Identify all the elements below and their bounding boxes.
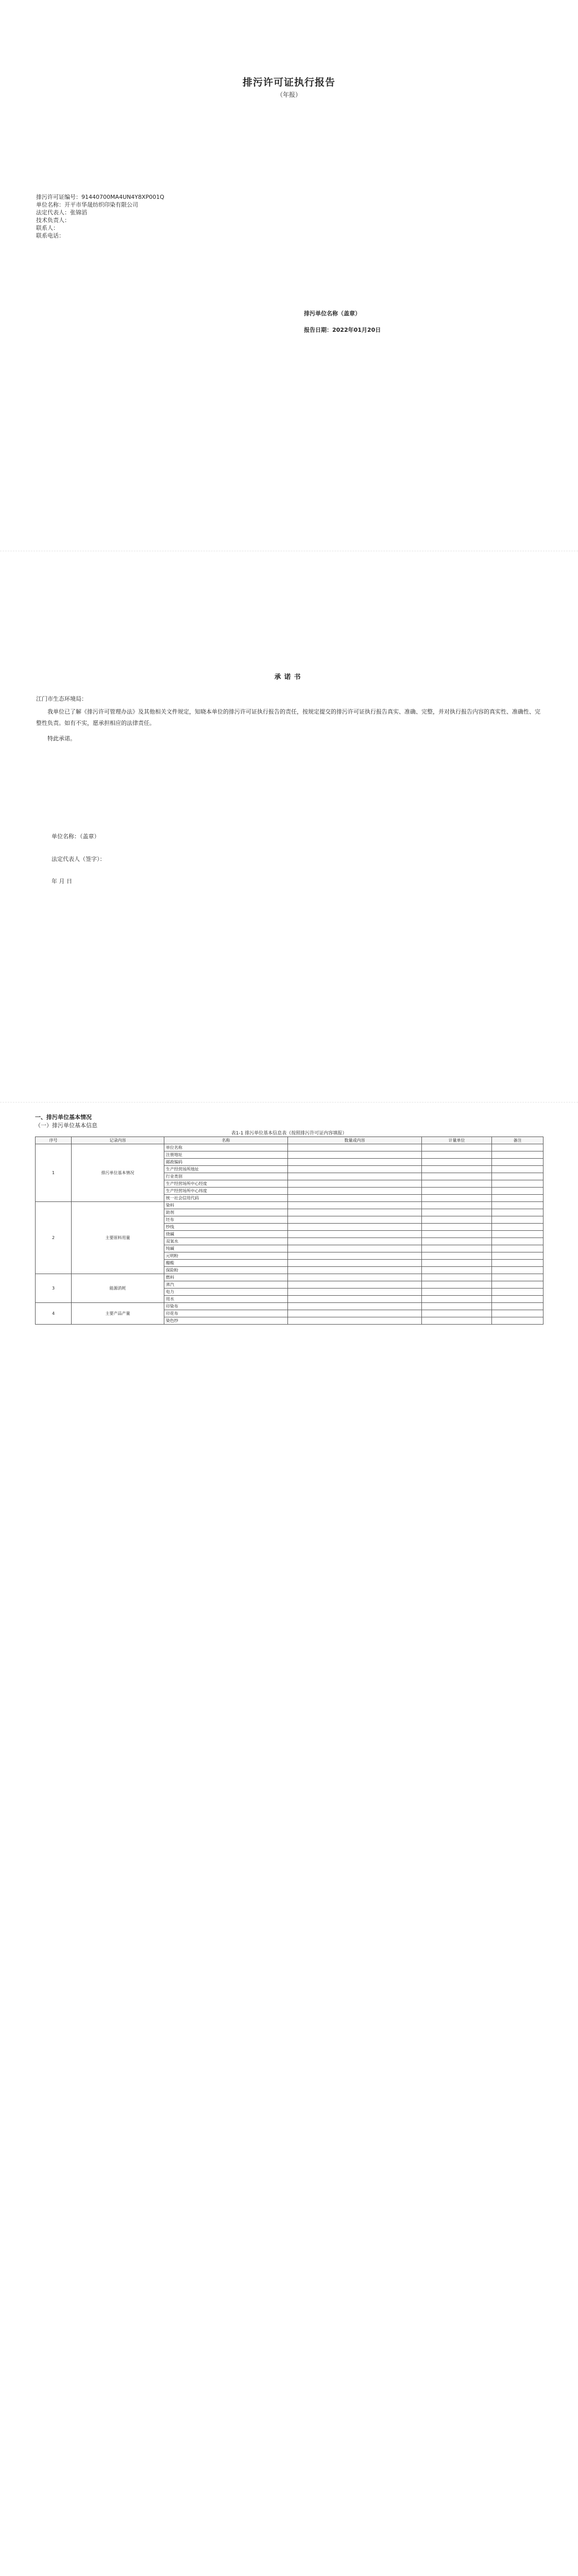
table-cell: 邮政编码	[164, 1159, 288, 1166]
table-cell: 印花布	[164, 1310, 288, 1317]
table-cell	[288, 1202, 422, 1209]
table-cell	[492, 1188, 543, 1195]
table-cell	[492, 1260, 543, 1267]
table-cell: 醋酸	[164, 1260, 288, 1267]
declaration-page	[0, 551, 578, 1103]
table-header-cell: 计量单位	[422, 1137, 492, 1144]
table-cell	[288, 1195, 422, 1202]
contact-row: 联系人：	[36, 225, 59, 231]
table-cell	[288, 1173, 422, 1180]
table-cell: 纱线	[164, 1224, 288, 1231]
table-cell	[422, 1216, 492, 1224]
table-cell	[422, 1144, 492, 1151]
table-cell	[288, 1151, 422, 1159]
table-basic-info	[35, 1137, 543, 1325]
table-cell	[288, 1224, 422, 1231]
declaration-addressee: 江门市生态环境局：	[36, 696, 87, 702]
table-cell: 坯布	[164, 1216, 288, 1224]
table-cell	[288, 1180, 422, 1188]
table-cell: 主要原料用量	[72, 1202, 164, 1274]
table-cell: 纯碱	[164, 1245, 288, 1252]
table-cell: 主要产品产量	[72, 1303, 164, 1325]
table-cell: 行业类别	[164, 1173, 288, 1180]
table-header-cell: 记录内容	[72, 1137, 164, 1144]
table-cell: 烧碱	[164, 1231, 288, 1238]
table-cell	[422, 1274, 492, 1281]
company-row: 单位名称：开平市华晟纺织印染有限公司	[36, 201, 138, 208]
table-cell	[288, 1159, 422, 1166]
table-cell	[492, 1252, 543, 1260]
table-cell	[492, 1245, 543, 1252]
table-cell	[288, 1303, 422, 1310]
table-cell: 4	[36, 1303, 72, 1325]
section1-subheading: （一）排污单位基本信息	[35, 1122, 97, 1129]
table-cell	[422, 1188, 492, 1195]
declaration-sign-date: 年 月 日	[52, 878, 72, 885]
table-cell	[492, 1209, 543, 1216]
declaration-sign-person: 法定代表人（签字）：	[52, 856, 106, 862]
table-cell	[492, 1224, 543, 1231]
table-cell	[492, 1317, 543, 1325]
table-header-cell: 备注	[492, 1137, 543, 1144]
table-cell	[288, 1216, 422, 1224]
cover-page	[0, 0, 578, 551]
table-cell	[492, 1151, 543, 1159]
table-cell	[422, 1281, 492, 1289]
table-cell	[288, 1231, 422, 1238]
table-cell	[422, 1260, 492, 1267]
table-cell: 能源消耗	[72, 1274, 164, 1303]
table-cell	[288, 1267, 422, 1274]
table-cell: 注册地址	[164, 1151, 288, 1159]
table-cell	[492, 1238, 543, 1245]
table-cell	[492, 1202, 543, 1209]
table-cell: 用水	[164, 1296, 288, 1303]
table-row	[36, 1303, 543, 1310]
report-tables-page	[0, 1103, 578, 2576]
table-cell: 元明粉	[164, 1252, 288, 1260]
table-cell: 排污单位基本情况	[72, 1144, 164, 1202]
legal-rep-row: 法定代表人：张锦滔	[36, 209, 87, 216]
table-cell: 染色纱	[164, 1317, 288, 1325]
table-cell: 染料	[164, 1202, 288, 1209]
table-header-cell: 名称	[164, 1137, 288, 1144]
tech-rep-row: 技术负责人：	[36, 217, 70, 224]
table-cell	[422, 1180, 492, 1188]
table-cell: 蒸汽	[164, 1281, 288, 1289]
table-cell	[422, 1231, 492, 1238]
table-cell	[288, 1296, 422, 1303]
table-cell	[422, 1224, 492, 1231]
table-cell	[422, 1151, 492, 1159]
table-row	[36, 1144, 543, 1151]
table-cell: 燃料	[164, 1274, 288, 1281]
org-seal-label: 排污单位名称（盖章）	[304, 310, 361, 317]
table-cell	[422, 1202, 492, 1209]
table-row	[36, 1202, 543, 1209]
report-subtitle: （年报）	[276, 91, 301, 98]
table-cell	[422, 1245, 492, 1252]
report-title: 排污许可证执行报告	[242, 77, 335, 88]
table-cell: 生产经营场所中心纬度	[164, 1188, 288, 1195]
table-cell	[288, 1238, 422, 1245]
table-cell: 保险粉	[164, 1267, 288, 1274]
table-cell	[422, 1173, 492, 1180]
phone-row: 联系电话：	[36, 232, 64, 239]
table-cell	[288, 1260, 422, 1267]
declaration-body: 我单位已了解《排污许可管理办法》及其他相关文件规定，知晓本单位的排污许可证执行报告的责任，按规定提交的排污许可证执行报告真实、准确、完整，并对执行报告内容的真实性、准确性、完整性负责。如有不实，愿承担相应的法律责任。	[36, 708, 540, 726]
table-cell	[492, 1289, 543, 1296]
table-cell	[492, 1195, 543, 1202]
table-cell	[422, 1289, 492, 1296]
table-cell: 生产经营场所中心经度	[164, 1180, 288, 1188]
table-cell	[422, 1159, 492, 1166]
table-cell: 助剂	[164, 1209, 288, 1216]
table-cell	[422, 1296, 492, 1303]
table-cell	[288, 1289, 422, 1296]
declaration-title: 承诺书	[274, 673, 304, 681]
table-cell: 电力	[164, 1289, 288, 1296]
table-cell	[288, 1144, 422, 1151]
table-cell	[288, 1252, 422, 1260]
table-cell: 生产经营场所地址	[164, 1166, 288, 1173]
table-cell	[422, 1317, 492, 1325]
table-cell	[492, 1296, 543, 1303]
table-cell	[492, 1303, 543, 1310]
table-cell	[492, 1274, 543, 1281]
declaration-sign-unit: 单位名称：（盖章）	[52, 833, 100, 840]
table-cell	[422, 1303, 492, 1310]
table-cell	[492, 1166, 543, 1173]
table-cell	[288, 1245, 422, 1252]
table-cell	[422, 1195, 492, 1202]
declaration-note: 特此承诺。	[47, 735, 76, 742]
table-cell	[492, 1180, 543, 1188]
table-cell	[492, 1159, 543, 1166]
table-cell	[422, 1252, 492, 1260]
table-cell	[288, 1317, 422, 1325]
table-cell	[422, 1209, 492, 1216]
table-cell	[288, 1166, 422, 1173]
report-date: 报告日期：2022年01月20日	[304, 327, 381, 333]
table-cell: 印染布	[164, 1303, 288, 1310]
table-cell: 双氧水	[164, 1238, 288, 1245]
table-cell	[492, 1173, 543, 1180]
table-cell: 2	[36, 1202, 72, 1274]
table1-caption: 表1-1 排污单位基本信息表（按照排污许可证内容填报）	[231, 1131, 347, 1136]
table-cell	[492, 1144, 543, 1151]
table-cell	[492, 1231, 543, 1238]
table-cell	[288, 1310, 422, 1317]
table-cell	[422, 1238, 492, 1245]
table-cell	[492, 1267, 543, 1274]
table-cell	[492, 1281, 543, 1289]
table-cell	[422, 1310, 492, 1317]
section1-heading: 一、排污单位基本情况	[35, 1114, 92, 1121]
table-cell	[492, 1310, 543, 1317]
table-row	[36, 1274, 543, 1281]
table-cell	[422, 1166, 492, 1173]
cover-info-block	[36, 193, 164, 240]
table-cell	[288, 1188, 422, 1195]
table-cell: 统一社会信用代码	[164, 1195, 288, 1202]
table-cell: 1	[36, 1144, 72, 1202]
table-cell	[288, 1209, 422, 1216]
table-header-cell: 序号	[36, 1137, 72, 1144]
table-cell: 单位名称	[164, 1144, 288, 1151]
table-cell	[288, 1274, 422, 1281]
table-cell	[422, 1267, 492, 1274]
table-cell: 3	[36, 1274, 72, 1303]
table-header-cell: 数量或内容	[288, 1137, 422, 1144]
table-cell	[492, 1216, 543, 1224]
permit-number-row: 排污许可证编号：91440700MA4UN4Y8XP001Q	[36, 194, 164, 200]
table-cell	[288, 1281, 422, 1289]
